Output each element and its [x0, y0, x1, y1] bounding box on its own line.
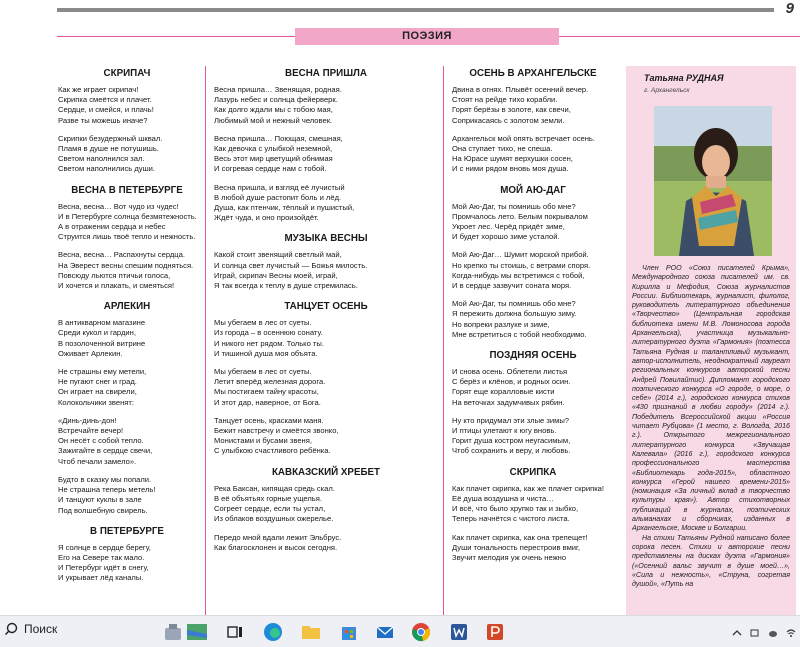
poem-title: ВЕСНА В ПЕТЕРБУРГЕ [71, 184, 183, 196]
poem [450, 467, 616, 563]
poem-title: СКРИПКА [509, 466, 557, 478]
column-divider [205, 66, 206, 616]
search-icon [4, 622, 18, 636]
poem-title: АРЛЕКИН [103, 301, 151, 313]
poem-stanza: Как плачет скрипка, как она трепещет! Души тональность перестроив вмиг, Звучит мелодия уж очень нежно [452, 532, 588, 562]
poem-stanza: Мы убегаем в лес от суеты. Из города – в осеннюю сонату. И никого нет рядом. Только ты. И тишиной душа моя объята. [214, 318, 324, 358]
column-3 [450, 58, 616, 571]
edge-icon[interactable] [260, 620, 286, 644]
poem-stanza: Какой стоит звенящий светлый май, И солнца свет лучистый — Божья милость. Играй, скрипач Весны моей, играй, Я так всегда к теплу в душе стремилась. [214, 250, 368, 291]
poem-stanza: Мы убегаем в лес от суеты. Летит вперёд железная дорога. Мы постигаем тайну красоты, И этот дар, наверное, от Бога. [214, 367, 326, 407]
poem-stanza: Не страшны ему метели, Не пугают снег и град. Он играет на свирели, Колокольчики звенят: [58, 367, 147, 407]
poem-title: ОСЕНЬ В АРХАНГЕЛЬСКЕ [469, 68, 597, 79]
explorer-icon[interactable] [298, 620, 324, 644]
poem-title: МОЙ АЮ-ДАГ [500, 184, 566, 196]
poem-title: В ПЕТЕРБУРГЕ [90, 525, 164, 537]
poem-stanza: Как плачет скрипка, как же плачет скрипка! Её душа воздушна и чиста… И всё, что было хрупко так и зыбко, Теперь начнётся с чистого листа. [452, 483, 605, 524]
column-divider [443, 66, 444, 616]
taskbar-search[interactable] [4, 622, 57, 636]
search-label: Поиск [24, 622, 58, 636]
mail-icon[interactable] [372, 620, 398, 644]
author-photo [654, 106, 772, 256]
task-view-icon[interactable] [222, 620, 248, 644]
poem-stanza: Архангельск мой опять встречает осень. Она ступает тихо, не спеша. На Юрасе шумят верхушки сосен, И с ними рядом вновь моя душа. [452, 133, 595, 174]
battery-icon[interactable] [750, 625, 760, 635]
poem [56, 301, 198, 515]
header-rule [57, 8, 774, 12]
poem-title: КАВКАЗСКИЙ ХРЕБЕТ [271, 466, 381, 478]
wifi-icon[interactable] [786, 625, 796, 635]
map-icon[interactable] [184, 620, 210, 644]
file-manager-icon[interactable] [160, 620, 186, 644]
poem-stanza: Весна пришла… Поющая, смешная, Как девочка с улыбкой неземной, Весь этот мир цветущий обнимая И согревая сердце нам с тобой. [214, 133, 343, 174]
chrome-icon[interactable] [408, 620, 434, 644]
poem-stanza: Мой Аю-Даг, ты помнишь обо мне? Я пережить должна большую зиму. Но вопреки разлуке и зиме, Мне встретиться с тобой необходимо. [452, 299, 587, 339]
poem [212, 467, 440, 553]
poem-stanza: Весна, весна… Вот чудо из чудес! И в Петербурге солнца безмятежность. А в отражении сердца и небес Струится лишь твоё тепло и нежность. [58, 201, 197, 242]
poem-stanza: Передо мной вдали лежит Эльбрус. Как благосклонен и высок сегодня. [214, 532, 342, 552]
poem [212, 301, 440, 456]
poem-stanza: Весна, весна… Распахнуты сердца. На Эверест весны спешим подняться. Повсюду льются птичьи голоса, И хочется и плакать, и смеяться! [58, 250, 194, 291]
poem-stanza: И снова осень. Облетели листья С берёз и клёнов, и родных осин. Горят еще коралловые кисти На веточках задумчивых рябин. [452, 367, 571, 407]
poem-stanza: Как же играет скрипач! Скрипка смеётся и плачет. Сердце, и смейся, и плачь! Разве ты можешь иначе? [58, 85, 154, 125]
powerpoint-icon[interactable] [482, 620, 508, 644]
poem-stanza: Мой Аю-Даг, ты помнишь обо мне? Промчалось лето. Белым покрывалом Укроет лес. Черёд придёт зиме, И будет хорошо зиме усталой. [452, 201, 588, 242]
section-title: ПОЭЗИЯ [295, 28, 559, 45]
author-city: г. Архангельск [644, 87, 690, 94]
poem [56, 68, 198, 175]
taskbar [0, 615, 800, 647]
author-bio [632, 264, 790, 589]
poem-stanza: Будто в сказку мы попали. Не страшна теперь метель! И танцуют куклы в зале Под волшебную свирель. [58, 474, 156, 515]
column-1 [56, 58, 198, 592]
poem-stanza: Весна пришла, и взгляд её лучистый В любой душе растопит боль и лёд. Душа, как птенчик, тёплый и пушистый, Ждёт чуда, и оно произойдёт. [214, 182, 355, 223]
poem [56, 526, 198, 584]
poem-stanza: Двина в огнях. Плывёт осенний вечер. Стоят на рейде тихо корабли. Горят берёзы в золоте, как свечи, Соприкасаясь с золотом земли. [452, 85, 589, 125]
poem [56, 185, 198, 292]
bio-paragraph: Член РОО «Союз писателей Крыма», Международного союза писателей им. св. Кирилла и Мефодия, Союза журналистов России. Библиотекарь, журналист, филолог, руководитель литературного объединения «Творчество» (Центральная городская библиотека имени М.В. Ломоносова города Архангельска), участница музыкально-литературного дуэта «Гармония» (поэтесса Татьяна Рудная и талантливый музыкант, автор-исполнитель, неоднократный лауреат региональных конкурсов авторской песни Андрей Повилайтис). Дипломант городского поэтического конкурса «О городе, о море, о себе» (2014 г.), городского конкурса стихов «430 признаний в любви городу» (2014 г.). Победитель Всероссийской акции «Россия читает Рубцова» (1 место, г. Вологда, 2016 г.). Открытого межрегионального литературного конкурса «Звучащая Калевала» (2016 г.), городского конкурса профессионального мастерства «Библиотекарь года-2015», областного конкурса «Герой нашего времени-2015» (номинация «За личный вклад в творчество культуры края»). Автор стихотворных публикаций в журналах, поэтических альманахах и сборниках, изданных в Архангельске, Москве и Болгарии. [632, 264, 790, 533]
author-name: Татьяна РУДНАЯ [644, 73, 724, 83]
poem-stanza: Я солнце в сердце берегу, Его на Севере так мало. И Петербург идёт в снегу, И укрывает лёд каналы. [58, 542, 151, 583]
poem-title: СКРИПАЧ [103, 68, 151, 79]
poem [450, 185, 616, 340]
poem-stanza: Танцует осень, красками маня. Бежит навстречу и смеётся звонко, Монистами и бусами звеня, С улыбкою счастливого ребёнка. [214, 415, 339, 456]
poem [212, 233, 440, 291]
chevron-up-icon[interactable] [732, 625, 742, 635]
poem [450, 350, 616, 457]
poem-stanza: Ну кто придумал эти злые зимы? И птицы улетают к югу вновь. Горит душа костром неугасимым, Чтоб сохранить и веру, и любовь. [452, 415, 571, 456]
poem-stanza: Весна пришла… Звенящая, родная. Лазурь небес и солнца фейерверк. Как долго ждали мы с тобою мая, Любимый мой и нежный человек. [214, 85, 342, 125]
poem-stanza: В антикварном магазине Среди кукол и гардин, В позолоченной витрине Оживает Арлекин. [58, 318, 146, 358]
word-icon[interactable] [446, 620, 472, 644]
page-number: 9 [785, 0, 794, 17]
poem-title: МУЗЫКА ВЕСНЫ [284, 233, 368, 245]
poem-stanza: Скрипки безудержный шквал. Пламя в душе не потушишь. Светом наполнился зал. Светом наполнились души. [58, 133, 163, 174]
column-2 [212, 58, 440, 561]
poem-stanza: Река Баксан, кипящая средь скал. В её объятьях горные ущелья. Согреет сердце, если ты устал, Из облаков воздушных ожерелье. [214, 483, 335, 524]
author-sidebar [626, 66, 796, 626]
poem [212, 68, 440, 223]
poem-title: ВЕСНА ПРИШЛА [285, 68, 367, 79]
store-icon[interactable] [336, 620, 362, 644]
poem-title: ПОЗДНЯЯ ОСЕНЬ [489, 350, 577, 362]
bio-paragraph: На стихи Татьяны Рудной написано более сорока песен. Стихи и авторские песни представлены на дисках дуэта «Гармония» («Осенний вальс звучит в душе моей…», «Сила и нежность», «Струна, согретая душой», «Путь на [632, 533, 790, 589]
poem-stanza: «Динь-динь-дон! Встречайте вечер! Он несёт с собой тепло. Зажигайте в сердце свечи, Чтоб печали замело». [58, 415, 153, 466]
poem-title: ТАНЦУЕТ ОСЕНЬ [284, 301, 368, 313]
cloud-icon[interactable] [768, 625, 778, 635]
poem [450, 68, 616, 175]
system-tray [732, 625, 796, 635]
poem-stanza: Мой Аю-Даг… Шумит морской прибой. Но крепко ты стоишь, с ветрами споря. Когда-нибудь мы встретимся с тобой, И в сердце зазвучит соната моря. [452, 250, 591, 291]
